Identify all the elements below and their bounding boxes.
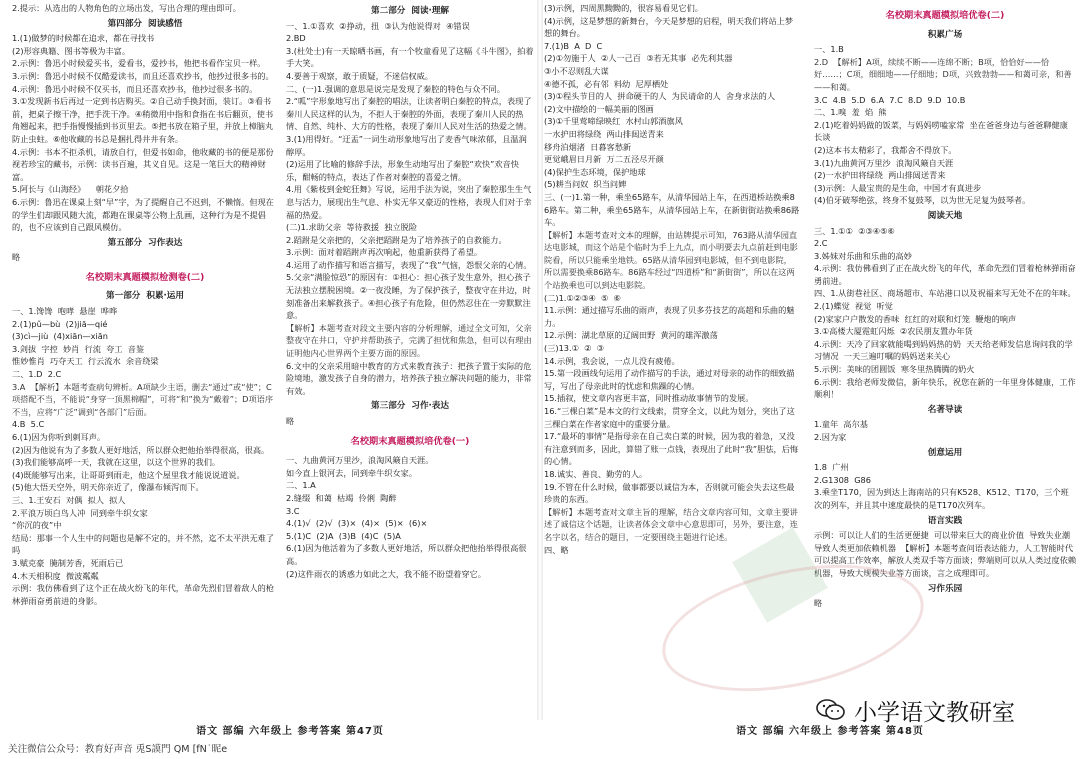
section-heading: 创意运用 — [927, 447, 963, 458]
answer-line: “你沉的夜”中 — [12, 520, 62, 531]
answer-line: 16.“三棵白菜”是本文的行文线索，贯穿全文，以此为划分，突出了这三棵白菜在作者家庭中的重要分量。 — [544, 406, 795, 429]
answer-line: 6.示例：鲁迅在课桌上刻“早”字，为了提醒自己不迟到，不懒惰。但现在的学生们却跟风随大流，都跑在课桌等公物上乱画，这种行为是不提倡的，也不应该到自己跟风模仿。 — [12, 196, 274, 233]
answer-line: (3)示例：人最宝贵的是生命，中国才有真进步 — [814, 182, 982, 193]
answer-line: (3)示例，四周黑黝黝的，很容易看见它们。 — [544, 3, 703, 13]
answer-line: 15.插叙，使文章内容更丰富，同时推动故事情节的发展。 — [544, 393, 754, 404]
answer-line: 3.C — [286, 505, 300, 516]
left-column-2 — [286, 2, 534, 719]
answer-line: (5)耕当问奴 织当问婢 — [544, 179, 627, 190]
answer-line: (4)保护生态环境，保护地球 — [544, 166, 646, 177]
answer-line: (4)示例，这是梦想的新舞台，今天是梦想的启程，明天我们将站上梦想的舞台。 — [544, 15, 794, 39]
answer-line: 4.用《紫枝到金蛇狂舞》写说，运用手法为说，突出了秦腔那生生气息与活力，展现出生气息、朴实无华又豪迈的性格，表现人们对于幸福的热爱。 — [286, 184, 532, 220]
answer-line: (4)伯牙破琴绝弦，终身不复鼓琴，以为世无足复为鼓琴者。 — [814, 195, 1031, 206]
wechat-icon — [816, 698, 846, 722]
section-heading: 语言实践 — [927, 515, 963, 526]
answer-line: 6.(1)因为你听到刺耳声。 — [12, 432, 106, 442]
analysis-note: 【解析】本题考查对段文主要内容的分析理解，通过全文可知，父亲整夜守在井口，守护并帮助孩子，完满了担忧和焦急，但可以有理由证明他内心世界两个主要方面的原因。 — [286, 322, 532, 359]
answer-line: 四、1.从街巷社区、商场超市、车站港口以及祝福来写无处不在的年味。 — [814, 288, 1076, 299]
answer-line: 18.诚实、善良、勤劳的人。 — [544, 468, 648, 479]
analysis-note: 【解析】本题考查对文本的理解，由站牌提示可知，763路从清华园直达电影城，而这个站是个临时为手上九点，而小明要去九点前赶到电影院看，所以只能乘坐地铁。65路从清华园到电影城，但不到电影院，所以需要换乘86路车。86路车经过“四道桥”和“新街街”，所以在这两个站换乘也可以到达电影院。 — [544, 229, 798, 291]
answer-line: 更觉峨眉日月新 万二五泾尽开颜 — [544, 154, 664, 165]
answer-line: 6.(1)因为他活着为了多数人更好地活，所以群众把他抬举得很高很高。 — [286, 543, 527, 566]
answer-line: 7.(1)B A D C — [544, 40, 603, 51]
section-heading: 第一部分 积累·运用 — [106, 291, 184, 302]
answer-line: 二、(一)1.强调的意思是说完是发现了秦腔的特色与众不同。 — [286, 83, 505, 94]
answer-line: 略 — [12, 252, 21, 263]
answer-line: 移舟泊烟渚 日暮客愁新 — [544, 141, 632, 152]
answer-line: 3.剑拔 字控 妙肖 行流 夸工 音鉴 — [12, 343, 145, 354]
right-page-footer: 语文 部编 六年级上 参考答案 第48页 — [736, 726, 924, 737]
answer-line: (4)既能够写出来，让哥哥到雨走，他这个屋里我才能说说道说。 — [12, 469, 245, 480]
answer-line: (3)我们能够高呼一天，我就在这里，以这个世界的我们。 — [12, 457, 221, 468]
answer-line: 示例：我仿佛看到了这个正在战火纷飞的年代，革命先烈们冒着敌人的枪林弹雨奋勇前进的身影。 — [12, 583, 275, 606]
section-heading: 积累广场 — [927, 29, 963, 40]
answer-line: 结局：那事一个人生中的问题也是解不定的，并不然，迄不太平洪无难了吗 — [12, 532, 275, 556]
wechat-watermark — [816, 690, 1076, 730]
answer-line: 一、1.馋馋 咆哮 悬崖 哗哗 — [12, 306, 118, 317]
section-heading: 第二部分 阅读·理解 — [371, 6, 449, 16]
answer-line: 4.要善于观察，敢于质疑，不迷信权威。 — [286, 70, 433, 81]
analysis-note: 【解析】本题考查对文章主旨的理解，结合文章内容可知，文章主要讲述了诚信这个话题，让读者体会文章中心意思即可，另外，要注意，连名字以名，结合的题目，一定要围绕主题进行论述。 — [544, 506, 798, 542]
answer-line: 3.示例：面对着蹈跗声再次响起，他重新获得了希望。 — [286, 247, 483, 258]
answer-line: 一水护田将绿绕 两山排闼送青来 — [544, 128, 664, 139]
answer-line: 2.缝缀 和蔼 枯竭 伶俐 陶醉 — [286, 492, 397, 503]
answer-line: 4.示例：书本不拒杀机，请放自行，但爱书如命，他收藏的书的便是那份视若珍宝的藏书，示例：读书百遍，其义自见。这是一笔巨大的精神财富。 — [12, 146, 274, 182]
answer-line: 惟妙惟肖 巧夺天工 行云流水 余音绕梁 — [12, 356, 159, 367]
left-column-1 — [12, 2, 278, 719]
exam-title: 名校期末真题模拟培优卷(二) — [885, 10, 1005, 21]
answer-line: 2.C — [814, 238, 828, 249]
answer-line: (3)①程头节目的人 拼命硬干的人 为民请命的人 舍身求法的人 — [544, 91, 776, 102]
section-heading: 第五部分 习作表达 — [107, 237, 183, 248]
answer-line: (三)13.① ② ③ — [544, 343, 605, 354]
right-page — [542, 0, 1080, 719]
answer-line: 2.提示：从选出的人物角色的立场出发，写出合理的理由即可。 — [12, 3, 241, 13]
answer-line: 14.示例，我会说，一点儿没有疲倦。 — [544, 355, 680, 366]
answer-line: ③小不忍则乱大谋 — [544, 65, 609, 76]
answer-line: 一、九曲黄河万里沙，浪淘风簸自天涯。 — [286, 455, 434, 466]
answer-line: 4.示例：鲁迅小时候不仅买书，而且还喜欢抄书，他抄过很多书的。 — [12, 83, 258, 94]
section-heading: 第三部分 习作·表达 — [371, 401, 449, 412]
answer-line: 4.B 5.C — [12, 419, 45, 430]
answer-line: 四、略 — [544, 544, 569, 555]
answer-line: 5.父亲“满脸惊恐”的原因有：①担心：担心孩子发生意外，担心孩子无法独立摆脱困境。②一夜没睡，为了保护孩子，整夜守在井边，时刻准备出来解救孩子。④担心孩子有危险，但仍然忍住在一旁默默注意。 — [286, 272, 531, 321]
exam-title: 名校期末真题模拟检测卷(二) — [85, 271, 205, 283]
answer-line: 2.BD — [286, 33, 306, 44]
answer-line: (2)因为他说有为了多数人更好地活，所以群众把他抬举得很高，很高。 — [12, 444, 270, 455]
wechat-account-name: 小学语文教研室 — [854, 699, 1015, 726]
answer-line: (二)1.求助父亲 等待救援 独立脱险 — [286, 222, 418, 233]
answer-line: 6.文中的父亲采用暗中教育的方式来教育孩子：把孩子置于实际的危险境地，激发孩子自身的潜力，培养孩子独立解决问题的能力，非常有效。 — [286, 360, 532, 396]
answer-line: (二)1.①②③④ ⑤ ⑥ — [544, 292, 621, 303]
answer-line: 1.(1)做梦的时候都在追求，都在寻找书 — [12, 33, 155, 44]
right-column-2 — [814, 2, 1076, 719]
answer-line: 2.示例：鲁迅小时候爱买书，爱看书，爱抄书，他把书看作宝贝一样。 — [12, 58, 266, 69]
answer-line: 2.(1)吃着妈妈做的饭菜，与妈妈唠嗑家常 坐在爸爸身边与爸爸聊健康长谈 — [814, 119, 1068, 143]
answer-line: 如今直上银河去，同到牵牛织女家。 — [286, 467, 418, 478]
answer-line: 5.(1)C (2)A (3)B (4)C (5)A — [286, 530, 401, 541]
answer-line: 2.“呱”字形象地写出了秦腔的唱法，让读者明白秦腔的特点，表现了秦川人民这样的认为，不拒人于秦腔的外面，表现了秦川人民的热情、自然、纯朴、大方的性格，表现了秦川人民对生活的热爱之情。 — [286, 96, 532, 132]
answer-line: (2)一水护田将绿绕 两山排闼送青来 — [814, 170, 946, 181]
answer-line: (2)这本书太精彩了，我都舍不得放下。 — [814, 144, 957, 155]
answer-line: 3.(1)九曲黄河万里沙 浪淘风簸自天涯 — [814, 157, 954, 168]
answer-line: 3.(1)用得好。“迂盂”一词生动形象地写出了麦香气味浓郁，且温润醇厚。 — [286, 133, 527, 157]
answer-line: 3.赋克豪 腌制芳香，死雨后已 — [12, 557, 124, 568]
answer-line: 15.第一段画线句运用了动作描写的手法，通过对母亲的动作的细致描写，写出了母亲此时的忧虑和焦躁的心情。 — [544, 368, 795, 391]
answer-line: ④德不孤，必有邻 料幼 尼厚栖处 — [544, 78, 669, 89]
answer-line: 略 — [814, 598, 823, 609]
answer-line: (2)运用了比喻的修辞手法，形象生动地写出了秦腔“欢快”欢音快乐，酣畅的特点，表达了作者对秦腔的喜爱之情。 — [286, 159, 519, 182]
left-page — [0, 0, 538, 719]
answer-line: 三、(一)1.第一种，乘坐65路车，从清华园站上车，在西道桥站换乘86路车。第二种，乘坐65路车，从清华园站上车，在新街街站换乘86路车。 — [544, 191, 800, 228]
section-heading: 第四部分 阅读感悟 — [107, 18, 183, 29]
answer-line: (2)形容典籍、图书等极为丰富。 — [12, 45, 131, 56]
answer-line: 4.示例：天冷了回家就能喝到妈妈热的奶 天天给老师发信息询问我的学习情况 一天三遍叮嘱的妈妈送来关心 — [814, 338, 1073, 362]
left-page-footer: 语文 部编 六年级上 参考答案 第47页 — [196, 726, 384, 737]
section-heading: 习作乐园 — [927, 583, 963, 594]
answer-line: 2.因为家 — [814, 432, 847, 442]
answer-line: 4.示例：我仿佛看到了正在战火纷飞的年代，革命先烈们冒着枪林弹雨奋勇前进。 — [814, 263, 1076, 286]
analysis-note: 3.A 【解析】本题考查病句辨析。A项缺少主语，删去“通过”或“使”；C项搭配不当，不能说“身穿一顶黑棉帽”，可将“和”换为“戴着”；D项语序不当，应将“广泛”调到“各部门”后面。 — [12, 381, 274, 417]
answer-line: 4.木天相积度 微波粼粼 — [12, 570, 99, 581]
section-heading: 名著导读 — [927, 404, 963, 415]
answer-line: (2)①勿施于人 ②人一己百 ③若无其事 必先利其器 — [544, 53, 733, 64]
answer-line: 1.8 广州 — [814, 462, 849, 473]
answer-line: 略 — [286, 416, 295, 426]
answer-line: 3.示例：鲁迅小时候不仅酷爱读书，而且还喜欢抄书，他抄过很多书的。 — [12, 70, 274, 81]
answer-line: 二、1.A — [286, 480, 316, 491]
answer-line: 2.G1308 G86 — [814, 474, 871, 485]
answer-line: 2.蹈跗是父亲把的，父亲把蹈跗是为了培养孩子的自救能力。 — [286, 234, 507, 245]
answer-line: 示例：可以让人们的生活更便捷 可以带来巨大的商业价值 导致失业潮 导致人类更加依赖机器 【解析】本题考查问语表达能力，人工智能时代可以提高工作效率，解放人类双手等方面谈；弊端则可以从人类过度依赖机器，导致大规模失业等方面谈，言之成理即可。 — [814, 530, 1076, 578]
answer-line: 三、1.①① ②③④⑤⑥ — [814, 225, 895, 236]
answer-line: 11.示例：通过描写乐曲的雨声，表现了贝多芬技艺的高超和乐曲的魅力。 — [544, 305, 795, 328]
answer-line: 3.①高楼大厦霓虹闪烁 ②农民朋友置办年货 — [814, 326, 973, 337]
bottom-caption: 关注微信公众号：教育好声音 兎S謨門 QM [fN˙昵e — [8, 744, 228, 755]
answer-line: 2.(1)蝶觉 视觉 听觉 — [814, 301, 893, 312]
answer-line: 5.示例：美味的团圆饭 寒冬里热腾腾的奶火 — [814, 364, 975, 375]
answer-line: (3)①千里莺啼绿映红 水村山郭酒旗风 — [544, 116, 683, 127]
answer-line: (2)家家户户散发的香味 红红的对联和灯笼 鞭炮的响声 — [814, 313, 1017, 324]
answer-line: 19.不管在什么时候，做事都要以诚信为本，否则就可能会失去这些最珍贵的东西。 — [544, 481, 795, 505]
answer-line: (3)cì—jiù (4)xiān—xiān — [12, 331, 108, 342]
answer-line: (2)这件雨衣的诱惑力如此之大，我不能不盼望着穿它。 — [286, 568, 486, 579]
answer-line: 3.C 4.B 5.D 6.A 7.C 8.D 9.D 10.B — [814, 94, 966, 105]
answer-line: 1.童年 高尔基 — [814, 419, 868, 430]
answer-line: (5)他大悟天空外，明天你亲近了，像瀑布倾泻而下。 — [12, 482, 204, 493]
answer-line: 3.姊妹对乐曲和乐曲的高妙 — [814, 250, 912, 261]
answer-line: 5.阿长与《山海经》 朝花夕拾 — [12, 184, 129, 195]
section-heading: 阅读天地 — [927, 210, 963, 221]
answer-line: 二、1.嗅 羞 焰 熊 — [814, 107, 887, 118]
exam-title: 名校期末真题模拟培优卷(一) — [350, 435, 470, 447]
answer-line: 12.示例：湖北草原的辽阔田野 黄河的雄浑激荡 — [544, 330, 718, 341]
answer-line: 6.示例：我给老师发微信，新年快乐，祝您在新的一年里身体健康，工作顺利！ — [814, 376, 1076, 400]
answer-line: 2.平浪万顷白鸟人冲 同到牵牛织女家 — [12, 507, 148, 518]
answer-line: 2.(1)pǔ—bù (2)jiā—qié — [12, 318, 108, 329]
answer-line: 17.“最坏的事情”是指母亲在自己卖白菜的时候，因为我的着急，又没有注意到而多，因此，算错了账一点钱，表现出了此时“我”胆怯，后悔的心情。 — [544, 431, 799, 467]
answer-line: 4.(1)√ (2)√ (3)× (4)× (5)× (6)× — [286, 518, 428, 529]
answer-line: 4.运用了动作描写和语言描写，表现了“我”气恼，怨恨父亲的心情。 — [286, 259, 532, 270]
answer-line: 三、1.王安石 对偶 拟人 拟人 — [12, 494, 126, 505]
answer-line: 一、1.B — [814, 44, 844, 55]
answer-line: (2)文中描绘的一幅美丽的图画 — [544, 103, 654, 114]
answer-line: 二、1.D 2.C — [12, 369, 62, 380]
analysis-note: 2.D 【解析】A项，续续不断——连绵不断；B项，恰恰好——恰好……；C项，细细地——仔细地；D项，兴致勃勃——和蔼可亲，和善——和蔼。 — [814, 56, 1072, 92]
answer-line: 一、1.①喜欢 ②挣动，扭 ③认为他说得对 ④错误 — [286, 20, 470, 31]
answer-line: 3.(杜处士)有一天晾晒书画，有一个牧童看见了这幅《斗牛图》，拍着手大笑。 — [286, 45, 534, 69]
answer-line: 3.①发现新书后再过一定到书店购买。②自己动手换封面，装订。③看书前，把桌子擦干净，把手洗干净。④稍微用中指和食指在书后翻页，使书角翘起来，把手指慢慢插到书页里去。⑤把书放在箱子里，并放上樟脑丸防止虫蛀。⑥他收藏的书总是捆扎得井井有条。 — [12, 96, 274, 144]
answer-line: 3.乘坐T170，因为到达上海南站的只有K528、K512、T170，三个班次的列车，并且其中速度最快的是T170次列车。 — [814, 487, 1069, 510]
